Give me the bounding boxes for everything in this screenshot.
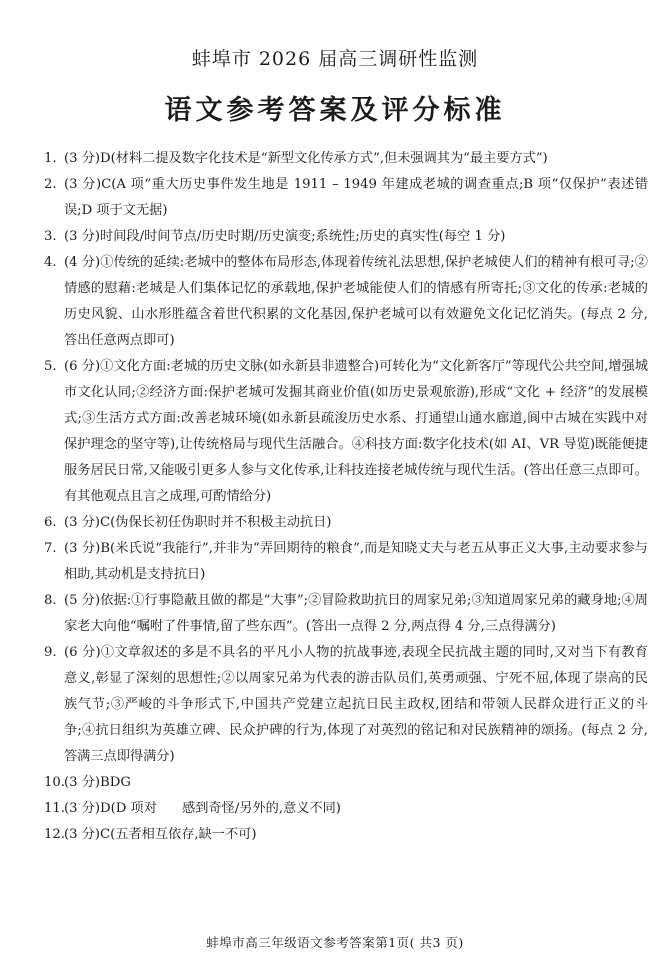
answer-number: 1. xyxy=(44,151,57,166)
answer-item-7 xyxy=(22,536,648,588)
answer-text: (5 分)依据:①行事隐蔽且做的都是“大事”;②冒险救助抗日的周家兄弟;③知道周家兄弟的藏身地;④周家老大向他“嘱咐了件事情,留了些东西”。(答出一点得 2 分,两点得 4 分,三点得满分) xyxy=(64,593,648,634)
answer-number: 5. xyxy=(44,359,57,374)
answer-number: 6. xyxy=(44,515,57,530)
exam-title: 蚌埠市 2026 届高三调研性监测 xyxy=(191,48,479,70)
answer-list xyxy=(0,146,670,848)
answer-text: (3 分)C(A 项“重大历史事件发生地是 1911 – 1949 年建成老城的调查重点;B 项“仅保护”表述错误;D 项于文无据) xyxy=(64,177,648,218)
answer-number: 10. xyxy=(44,775,65,790)
answer-item-1 xyxy=(22,146,648,172)
answer-text: (3 分)D(D 项对 感到奇怪/另外的,意义不同) xyxy=(64,801,341,816)
answer-number: 11. xyxy=(44,801,65,816)
answer-text: (4 分)①传统的延续:老城中的整体布局形态,体现着传统礼法思想,保护老城使人们的精神有根可寻;②情感的慰藉:老城是人们集体记忆的承载地,保护老城能使人们的情感有所寄托;③文化的传承:老城的历史风貌、山水形胜蕴含着世代积累的文化基因,保护老城可以有效避免文化记忆消失。(每点 2 分,答出任意两点即可) xyxy=(64,255,648,348)
answer-text: (6 分)①文化方面:老城的历史文脉(如永新县非遗整合)可转化为“文化新客厅”等现代公共空间,增强城市文化认同;②经济方面:保护老城可发掘其商业价值(如历史景观旅游),形成“文化 + 经济”的发展模式;③生活方式方面:改善老城环境(如永新县疏浚历史水系、打通望山通水廊道,阆中古城在实践中对保护理念的坚守等),让传统格局与现代生活融合。④科技方面:数字化技术(如 AI、VR 导览)既能便捷服务居民日常,又能吸引更多人参与文化传承,让科技连接老城传统与现代生活。(答出任意三点即可。有其他观点且言之成理,可酌情给分) xyxy=(64,359,648,504)
answer-text: (3 分)B(米氏说“我能行”,并非为“弄回期待的粮食”,而是知晓丈夫与老五从事正义大事,主动要求参与相助,其动机是支持抗日) xyxy=(64,541,648,582)
answer-item-8 xyxy=(22,588,648,640)
answer-text: (3 分)BDG xyxy=(64,775,131,790)
answer-item-9 xyxy=(22,640,648,770)
answer-number: 9. xyxy=(44,645,57,660)
answer-item-11 xyxy=(22,796,648,822)
answer-number: 4. xyxy=(44,255,57,270)
answer-item-3 xyxy=(22,224,648,250)
page-footer: 蚌埠市高三年级语文参考答案第1页( 共3 页) xyxy=(206,935,464,950)
answer-item-2 xyxy=(22,172,648,224)
answer-text: (3 分)D(材料二提及数字化技术是“新型文化传承方式”,但未强调其为“最主要方式”) xyxy=(64,151,548,166)
answer-item-10 xyxy=(22,770,648,796)
document-title: 语文参考答案及评分标准 xyxy=(164,95,506,126)
answer-item-12 xyxy=(22,822,648,848)
answer-number: 7. xyxy=(44,541,57,556)
answer-number: 3. xyxy=(44,229,57,244)
answer-text: (3 分)C(五者相互依存,缺一不可) xyxy=(64,827,257,842)
answer-item-4 xyxy=(22,250,648,354)
answer-text: (6 分)①文章叙述的多是不具名的平凡小人物的抗战事迹,表现全民抗战主题的同时,又对当下有教育意义,彰显了深刻的思想性;②以周家兄弟为代表的游击队员们,英勇顽强、宁死不屈,体现了崇高的民族气节;③严峻的斗争形式下,中国共产党建立起抗日民主政权,团结和带领人民群众进行正义的斗争;④抗日组织为英雄立碑、民众护碑的行为,体现了对英烈的铭记和对民族精神的颂扬。(每点 2 分,答满三点即得满分) xyxy=(64,645,648,764)
answer-item-6 xyxy=(22,510,648,536)
answer-number: 8. xyxy=(44,593,57,608)
answer-text: (3 分)时间段/时间节点/历史时期/历史演变;系统性;历史的真实性(每空 1 分) xyxy=(64,229,506,244)
answer-item-5 xyxy=(22,354,648,510)
answer-text: (3 分)C(伪保长初任伪职时并不积极主动抗日) xyxy=(64,515,332,530)
answer-number: 12. xyxy=(44,827,65,842)
answer-number: 2. xyxy=(44,177,57,192)
